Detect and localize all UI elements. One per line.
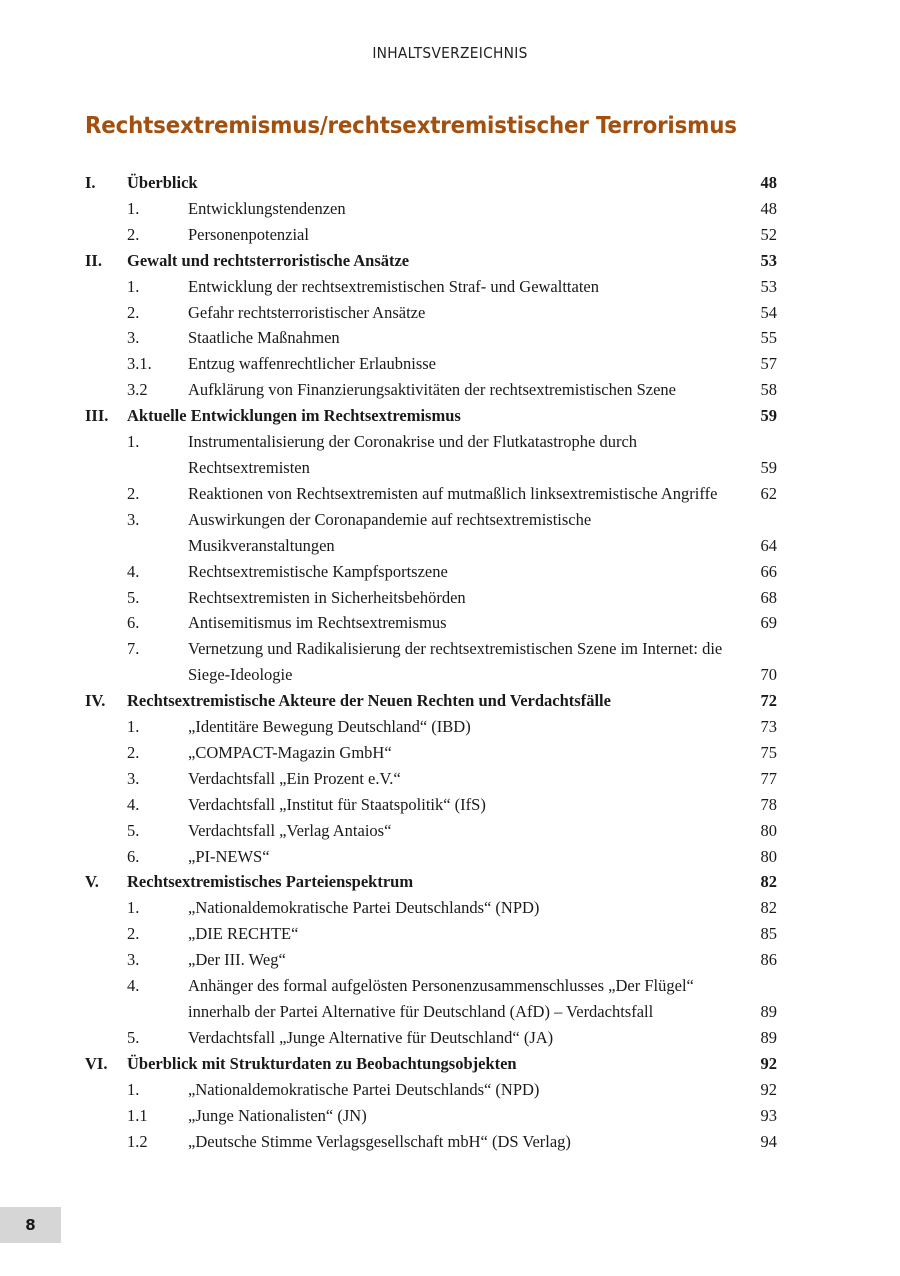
toc-entry-page: 55 bbox=[760, 328, 777, 348]
toc-entry-page: 66 bbox=[760, 561, 777, 581]
toc-entry-label: Aufklärung von Finanzierungsaktivitäten der rechtsextremistischen Szene bbox=[188, 380, 676, 400]
toc-entry-number: 2. bbox=[127, 483, 140, 503]
toc-entry-number: 1.2 bbox=[127, 1131, 148, 1151]
toc-subsection-entry[interactable] bbox=[85, 947, 777, 973]
toc-entry-page: 48 bbox=[760, 173, 777, 192]
toc-entry-label: Entwicklung der rechtsextremistischen Straf- und Gewalttaten bbox=[188, 276, 599, 296]
toc-entry-label: „PI-NEWS“ bbox=[188, 846, 270, 866]
toc-entry-page: 78 bbox=[760, 794, 777, 814]
toc-entry-number: 6. bbox=[127, 613, 140, 633]
toc-subsection-entry[interactable] bbox=[85, 222, 777, 248]
toc-subsection-entry[interactable] bbox=[85, 740, 777, 766]
toc-entry-number: 1.1 bbox=[127, 1105, 148, 1125]
toc-entry-label: „Nationaldemokratische Partei Deutschlands“ (NPD) bbox=[188, 1079, 540, 1099]
toc-entry-page: 82 bbox=[760, 872, 777, 892]
toc-entry-number: 2. bbox=[127, 742, 140, 762]
toc-subsection-entry[interactable] bbox=[85, 818, 777, 844]
toc-entry-number: I. bbox=[85, 173, 96, 192]
toc-entry-number: 7. bbox=[127, 639, 140, 659]
toc-entry-number: 3.1. bbox=[127, 354, 152, 374]
toc-entry-label: Personenpotenzial bbox=[188, 224, 309, 244]
toc-entry-page: 82 bbox=[760, 898, 777, 918]
toc-section-entry[interactable] bbox=[85, 248, 777, 274]
toc-entry-label: Entzug waffenrechtlicher Erlaubnisse bbox=[188, 354, 437, 374]
toc-subsection-entry[interactable] bbox=[85, 1103, 777, 1129]
toc-entry-label: Verdachtsfall „Junge Alternative für Deutschland“ (JA) bbox=[188, 1027, 554, 1047]
toc-subsection-entry[interactable] bbox=[85, 507, 777, 559]
toc-subsection-entry[interactable] bbox=[85, 792, 777, 818]
toc-entry-label: Verdachtsfall „Institut für Staatspolitik“ (IfS) bbox=[188, 794, 486, 814]
toc-entry-page: 53 bbox=[760, 276, 777, 296]
toc-subsection-entry[interactable] bbox=[85, 377, 777, 403]
toc-subsection-entry[interactable] bbox=[85, 1077, 777, 1103]
toc-subsection-entry[interactable] bbox=[85, 559, 777, 585]
toc-entry-number: 1. bbox=[127, 898, 140, 918]
toc-entry-label: Auswirkungen der Coronapandemie auf rechtsextremistische Musikveranstaltungen bbox=[188, 509, 592, 555]
toc-entry-number: 3. bbox=[127, 328, 140, 348]
toc-entry-label: Überblick mit Strukturdaten zu Beobachtungsobjekten bbox=[127, 1053, 517, 1073]
toc-entry-number: 3. bbox=[127, 509, 140, 529]
toc-subsection-entry[interactable] bbox=[85, 325, 777, 351]
toc-entry-label: Reaktionen von Rechtsextremisten auf mutmaßlich linksextremistische Angriffe bbox=[188, 483, 718, 503]
toc-entry-page: 59 bbox=[760, 457, 777, 477]
toc-entry-number: 5. bbox=[127, 1027, 140, 1047]
toc-subsection-entry[interactable] bbox=[85, 351, 777, 377]
toc-entry-label: Verdachtsfall „Verlag Antaios“ bbox=[188, 820, 392, 840]
toc-entry-page: 64 bbox=[760, 535, 777, 555]
toc-entry-number: 1. bbox=[127, 1079, 140, 1099]
toc-entry-label: Aktuelle Entwicklungen im Rechtsextremismus bbox=[127, 406, 461, 426]
toc-entry-number: 3. bbox=[127, 768, 140, 788]
toc-entry-page: 93 bbox=[760, 1105, 777, 1125]
toc-entry-number: 4. bbox=[127, 561, 140, 581]
toc-entry-number: 1. bbox=[127, 432, 140, 452]
toc-entry-number: 4. bbox=[127, 794, 140, 814]
toc-entry-label: Gewalt und rechtsterroristische Ansätze bbox=[127, 250, 410, 270]
toc-entry-number: 5. bbox=[127, 820, 140, 840]
toc-entry-label: „DIE RECHTE“ bbox=[188, 924, 299, 944]
toc-entry-page: 70 bbox=[760, 665, 777, 685]
toc-entry-page: 62 bbox=[760, 483, 777, 503]
toc-entry-page: 68 bbox=[760, 587, 777, 607]
toc-subsection-entry[interactable] bbox=[85, 1025, 777, 1051]
toc-subsection-entry[interactable] bbox=[85, 766, 777, 792]
toc-entry-page: 80 bbox=[760, 820, 777, 840]
toc-entry-number: 3. bbox=[127, 950, 140, 970]
toc-entry-number: IV. bbox=[85, 691, 106, 711]
toc-entry-page: 52 bbox=[760, 224, 777, 244]
toc-section-entry[interactable] bbox=[85, 869, 777, 895]
page-number-box bbox=[0, 1207, 61, 1243]
toc-subsection-entry[interactable] bbox=[85, 585, 777, 611]
toc-entry-number: 1. bbox=[127, 276, 140, 296]
toc-section-entry[interactable] bbox=[85, 1051, 777, 1077]
toc-entry-number: 5. bbox=[127, 587, 140, 607]
toc-entry-page: 77 bbox=[760, 768, 777, 788]
toc-entry-label: „Nationaldemokratische Partei Deutschlands“ (NPD) bbox=[188, 898, 540, 918]
toc-entry-label: „Identitäre Bewegung Deutschland“ (IBD) bbox=[188, 717, 471, 737]
toc-entry-label: Vernetzung und Radikalisierung der rechtsextremistischen Szene im Internet: die Siege-Ideologie bbox=[188, 639, 723, 685]
toc-entry-page: 73 bbox=[760, 717, 777, 737]
toc-section-entry[interactable] bbox=[85, 170, 777, 196]
toc-subsection-entry[interactable] bbox=[85, 714, 777, 740]
toc-entry-page: 92 bbox=[760, 1079, 777, 1099]
toc-entry-page: 57 bbox=[760, 354, 777, 374]
toc-entry-page: 53 bbox=[760, 250, 777, 270]
toc-subsection-entry[interactable] bbox=[85, 274, 777, 300]
toc-subsection-entry[interactable] bbox=[85, 610, 777, 636]
toc-subsection-entry[interactable] bbox=[85, 921, 777, 947]
toc-entry-label: „Der III. Weg“ bbox=[188, 950, 286, 970]
toc-entry-number: V. bbox=[85, 872, 99, 892]
toc-entry-page: 72 bbox=[760, 691, 777, 711]
toc-entry-page: 86 bbox=[760, 950, 777, 970]
toc-entry-number: 4. bbox=[127, 976, 140, 996]
page-number: 8 bbox=[25, 1216, 36, 1234]
toc-entry-page: 89 bbox=[760, 1027, 777, 1047]
toc-subsection-entry[interactable] bbox=[85, 300, 777, 326]
toc-entry-label: Instrumentalisierung der Coronakrise und der Flutkatastrophe durch Rechtsextremisten bbox=[188, 432, 638, 477]
toc-entry-label: Gefahr rechtsterroristischer Ansätze bbox=[188, 302, 426, 322]
toc-subsection-entry[interactable] bbox=[85, 481, 777, 507]
toc-entry-label: Überblick bbox=[127, 173, 198, 192]
toc-section-entry[interactable] bbox=[85, 688, 777, 714]
table-of-contents bbox=[85, 170, 777, 1154]
toc-subsection-entry[interactable] bbox=[85, 973, 777, 1025]
toc-section-entry[interactable] bbox=[85, 403, 777, 429]
toc-entry-page: 54 bbox=[760, 302, 777, 322]
toc-entry-number: 2. bbox=[127, 302, 140, 322]
toc-subsection-entry[interactable] bbox=[85, 895, 777, 921]
toc-entry-label: Anhänger des formal aufgelösten Personenzusammenschlusses „Der Flügel“ innerhalb der Partei Alternative für Deutschland (AfD) – Verdachtsfall bbox=[188, 976, 694, 1021]
toc-subsection-entry[interactable] bbox=[85, 1129, 777, 1155]
toc-entry-label: Rechtsextremistische Kampfsportszene bbox=[188, 561, 448, 581]
toc-entry-label: „Deutsche Stimme Verlagsgesellschaft mbH“ (DS Verlag) bbox=[188, 1131, 571, 1151]
toc-entry-page: 75 bbox=[760, 742, 777, 762]
toc-subsection-entry[interactable] bbox=[85, 429, 777, 481]
toc-entry-label: Staatliche Maßnahmen bbox=[188, 328, 340, 348]
toc-entry-number: II. bbox=[85, 250, 102, 270]
toc-subsection-entry[interactable] bbox=[85, 844, 777, 870]
toc-subsection-entry[interactable] bbox=[85, 636, 777, 688]
toc-subsection-entry[interactable] bbox=[85, 196, 777, 222]
toc-entry-label: Antisemitismus im Rechtsextremismus bbox=[188, 613, 447, 633]
toc-entry-number: 2. bbox=[127, 924, 140, 944]
toc-entry-page: 59 bbox=[760, 406, 777, 426]
toc-entry-page: 85 bbox=[760, 924, 777, 944]
toc-entry-page: 80 bbox=[760, 846, 777, 866]
toc-entry-page: 89 bbox=[760, 1002, 777, 1021]
toc-entry-page: 92 bbox=[760, 1053, 777, 1073]
toc-entry-page: 48 bbox=[760, 198, 777, 218]
toc-entry-label: Rechtsextremistisches Parteienspektrum bbox=[127, 872, 414, 892]
toc-entry-number: 1. bbox=[127, 717, 140, 737]
toc-entry-number: 6. bbox=[127, 846, 140, 866]
toc-entry-number: III. bbox=[85, 406, 109, 426]
toc-entry-number: 2. bbox=[127, 224, 140, 244]
running-head: INHALTSVERZEICHNIS bbox=[372, 44, 528, 62]
chapter-title: Rechtsextremismus/rechtsextremistischer Terrorismus bbox=[85, 113, 737, 139]
toc-entry-label: Rechtsextremisten in Sicherheitsbehörden bbox=[188, 587, 466, 607]
toc-entry-number: 3.2 bbox=[127, 380, 148, 400]
toc-entry-label: Rechtsextremistische Akteure der Neuen Rechten und Verdachtsfälle bbox=[127, 691, 611, 711]
toc-entry-page: 58 bbox=[760, 380, 777, 400]
toc-entry-label: Verdachtsfall „Ein Prozent e.V.“ bbox=[188, 768, 401, 788]
toc-entry-label: „COMPACT-Magazin GmbH“ bbox=[188, 742, 392, 762]
toc-entry-number: VI. bbox=[85, 1053, 108, 1073]
toc-entry-page: 94 bbox=[760, 1131, 777, 1151]
toc-entry-label: Entwicklungstendenzen bbox=[188, 198, 346, 218]
toc-entry-number: 1. bbox=[127, 198, 140, 218]
toc-entry-label: „Junge Nationalisten“ (JN) bbox=[188, 1105, 367, 1125]
toc-entry-page: 69 bbox=[760, 613, 777, 633]
